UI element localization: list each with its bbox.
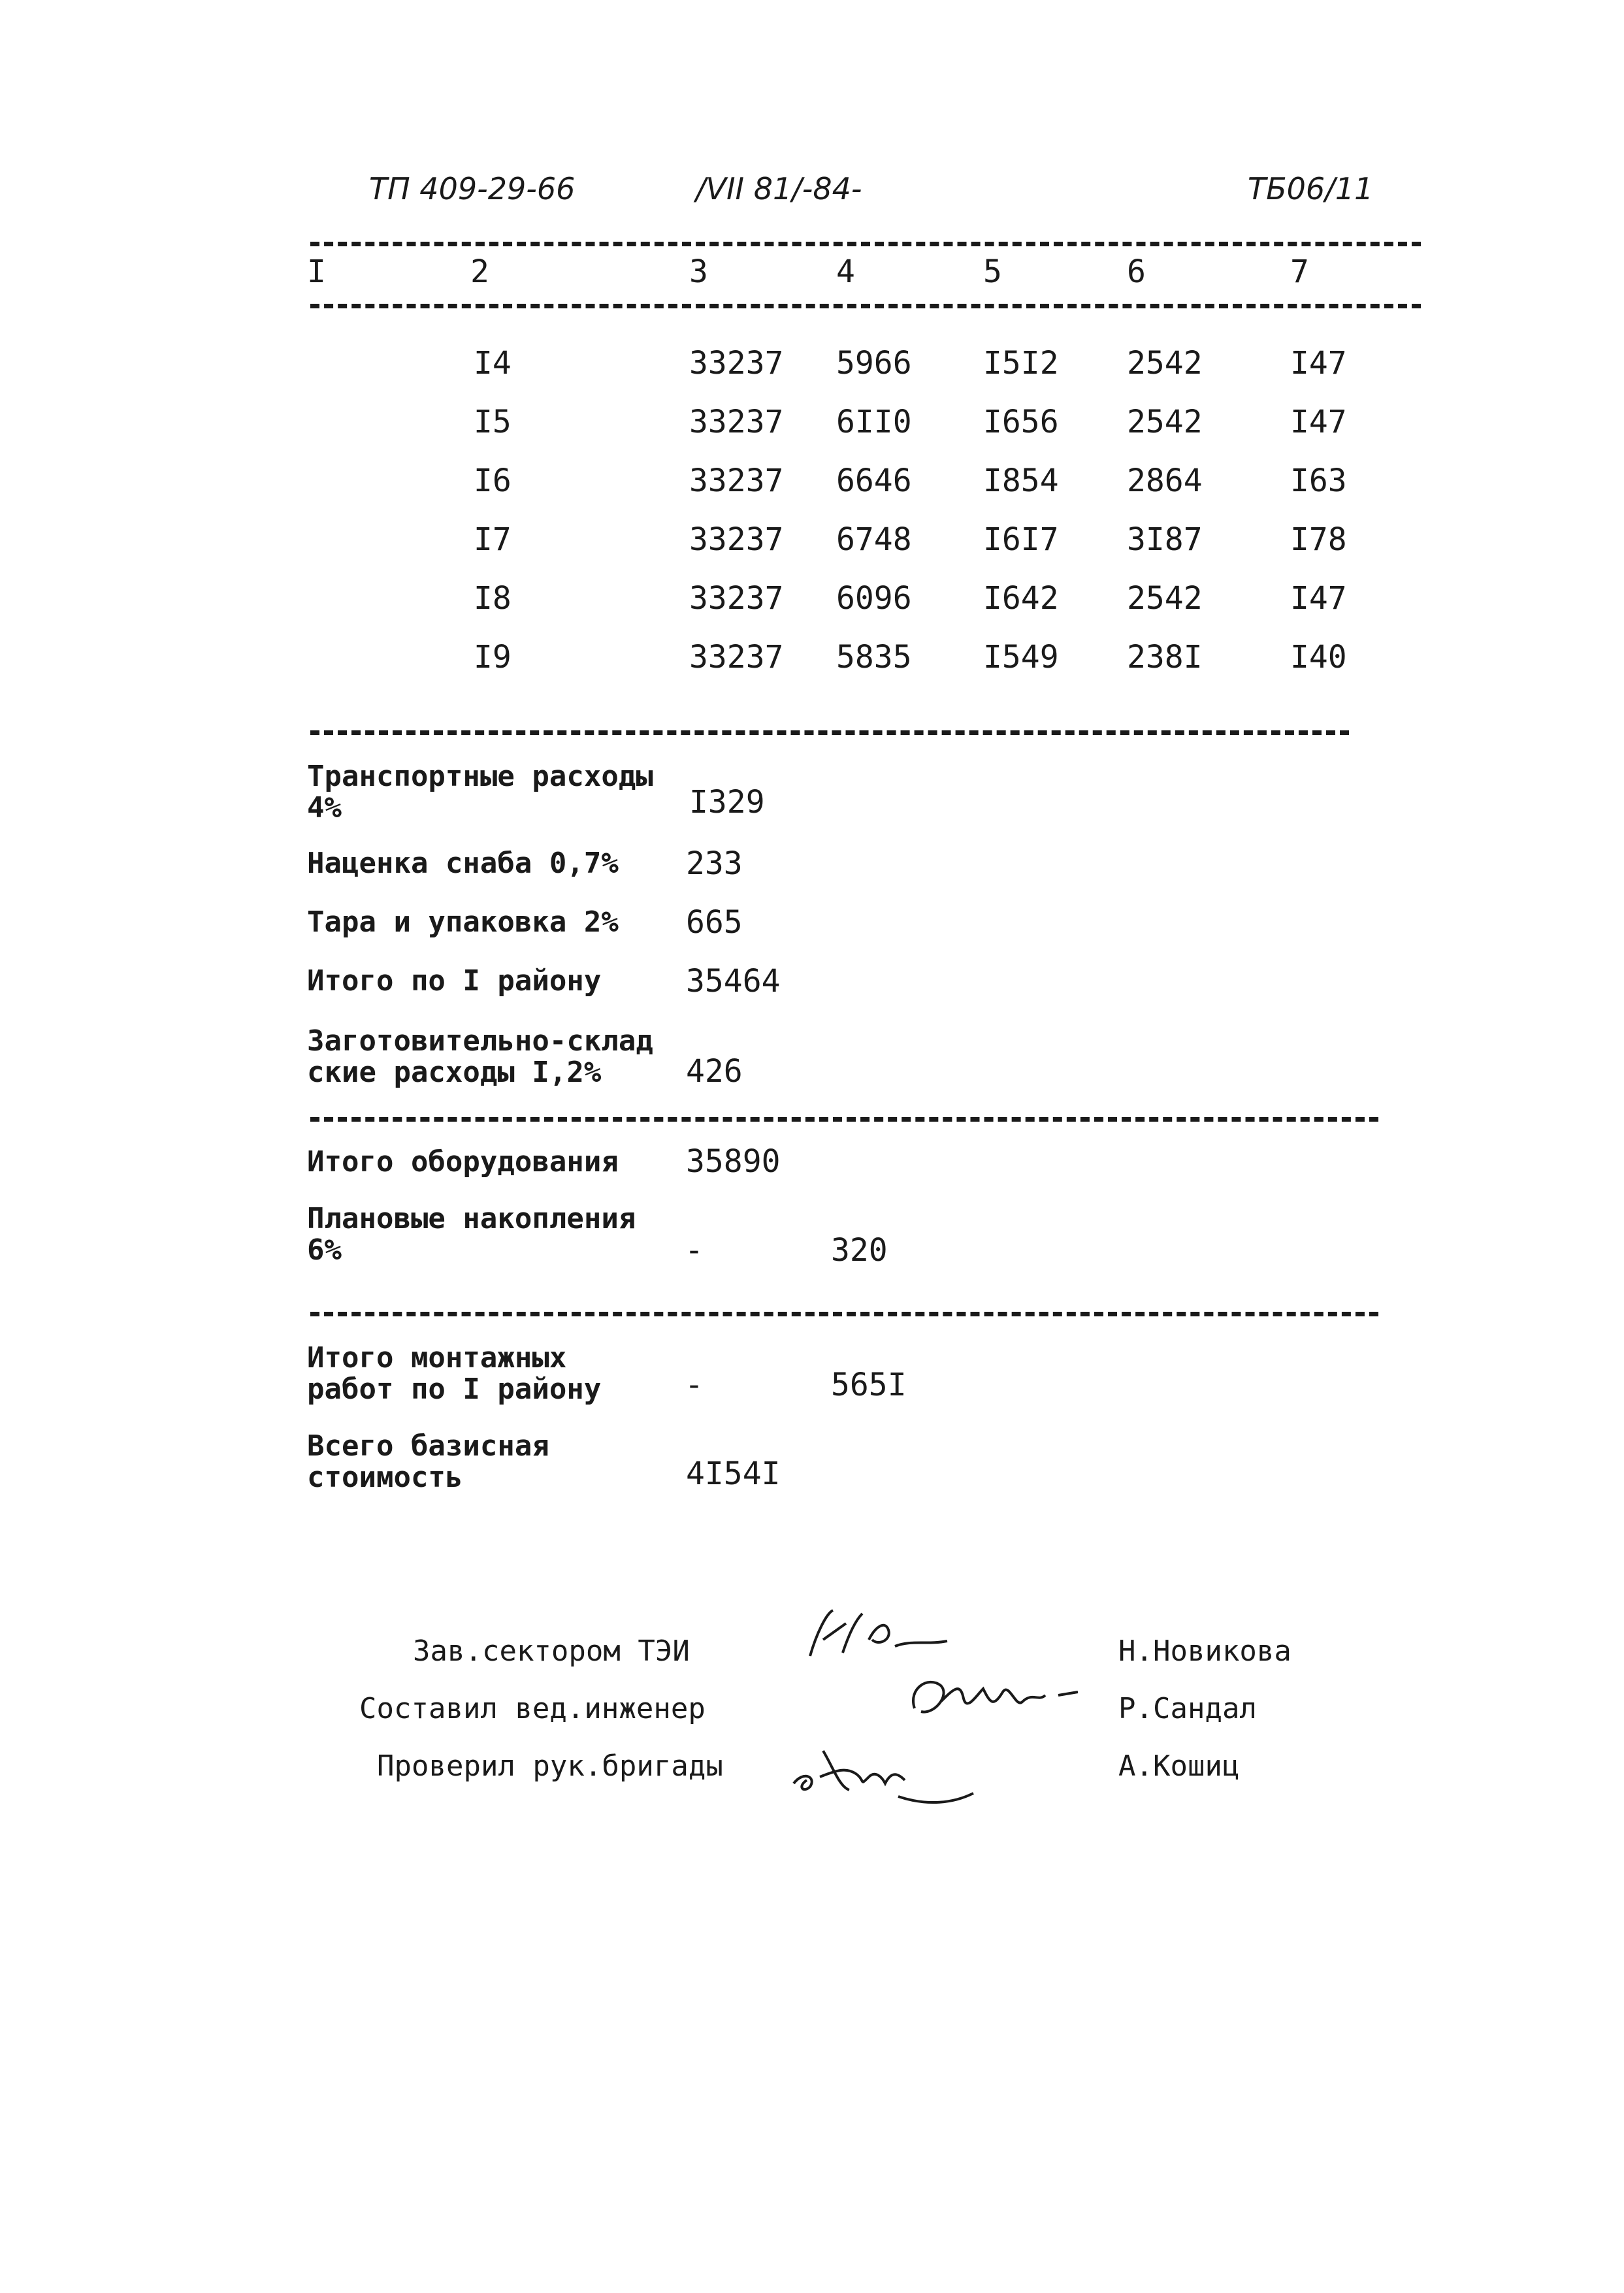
table-cell: 2864 (1127, 463, 1203, 499)
table-cell: I78 (1290, 521, 1347, 558)
planned-savings-value: 320 (831, 1232, 888, 1269)
installation-total-dash: - (685, 1367, 704, 1403)
column-header-4: 4 (836, 253, 855, 290)
base-cost-label: Всего базисная стоимость (307, 1429, 549, 1494)
table-cell: 5835 (836, 639, 912, 675)
transport-label: Транспортные расходы 4% (307, 760, 653, 824)
document-code: ТП 409-29-66 (369, 171, 576, 206)
equipment-total-value: 35890 (686, 1143, 781, 1180)
issue-number: /VII 81/-84- (696, 171, 862, 206)
column-header-7: 7 (1290, 253, 1309, 290)
signature-novikova (797, 1594, 993, 1666)
equipment-total-label: Итого оборудования (307, 1145, 619, 1179)
signature-sandal (895, 1663, 1104, 1734)
table-cell: 5966 (836, 345, 912, 382)
column-header-5: 5 (983, 253, 1002, 290)
table-cell: 33237 (689, 580, 784, 617)
signer-role: Проверил рук.бригады (377, 1749, 723, 1783)
planned-savings-label: Плановые накопления 6% (307, 1202, 636, 1267)
procurement-value: 426 (686, 1053, 743, 1090)
table-cell: 2542 (1127, 345, 1203, 382)
table-cell: I6 (474, 463, 512, 499)
sheet-number: ТБ06/11 (1248, 171, 1374, 206)
district-total-value: 35464 (686, 963, 781, 1000)
table-cell: I7 (474, 521, 512, 558)
table-cell: I47 (1290, 345, 1347, 382)
signer-name: Р.Сандал (1118, 1692, 1257, 1725)
installation-rule (310, 1312, 1378, 1316)
table-cell: 33237 (689, 521, 784, 558)
table-cell: I4 (474, 345, 512, 382)
table-cell: 3I87 (1127, 521, 1203, 558)
table-cell: I40 (1290, 639, 1347, 675)
planned-savings-dash: - (685, 1232, 704, 1269)
table-cell: 33237 (689, 463, 784, 499)
table-header-rule (310, 304, 1421, 308)
table-cell: 2542 (1127, 404, 1203, 440)
table-cell: 6096 (836, 580, 912, 617)
equipment-rule (310, 1117, 1378, 1122)
table-cell: I8 (474, 580, 512, 617)
base-cost-value: 4I54I (686, 1455, 781, 1492)
markup-value: 233 (686, 845, 743, 882)
table-cell: I47 (1290, 404, 1347, 440)
table-cell: 33237 (689, 404, 784, 440)
table-top-rule (310, 242, 1421, 246)
table-cell: 33237 (689, 639, 784, 675)
table-cell: I854 (983, 463, 1059, 499)
installation-total-label: Итого монтажных работ по I району (307, 1341, 602, 1406)
markup-label: Наценка снаба 0,7% (307, 847, 619, 880)
packing-value: 665 (686, 904, 743, 941)
district-total-label: Итого по I району (307, 964, 602, 998)
packing-label: Тара и упаковка 2% (307, 905, 619, 939)
signer-name: Н.Новикова (1118, 1634, 1291, 1668)
table-cell: 6748 (836, 521, 912, 558)
table-bottom-rule (310, 730, 1349, 735)
transport-value: I329 (689, 784, 765, 821)
table-cell: 2542 (1127, 580, 1203, 617)
table-cell: 6II0 (836, 404, 912, 440)
table-cell: I6I7 (983, 521, 1059, 558)
table-cell: I656 (983, 404, 1059, 440)
table-cell: I549 (983, 639, 1059, 675)
table-cell: I5 (474, 404, 512, 440)
table-cell: I47 (1290, 580, 1347, 617)
table-cell: I642 (983, 580, 1059, 617)
signer-role: Зав.сектором ТЭИ (413, 1634, 690, 1668)
column-header-2: 2 (470, 253, 489, 290)
signer-role: Составил вед.инженер (359, 1692, 706, 1725)
column-header-3: 3 (689, 253, 708, 290)
procurement-label: Заготовительно-склад ские расходы I,2% (307, 1024, 653, 1089)
table-cell: I63 (1290, 463, 1347, 499)
table-cell: 33237 (689, 345, 784, 382)
table-cell: 238I (1127, 639, 1203, 675)
column-header-6: 6 (1127, 253, 1146, 290)
installation-total-value: 565I (831, 1367, 907, 1403)
signature-koshits (784, 1725, 993, 1810)
column-header-1: I (307, 253, 326, 290)
signer-name: А.Кошиц (1118, 1749, 1240, 1783)
table-cell: I9 (474, 639, 512, 675)
table-cell: I5I2 (983, 345, 1059, 382)
table-cell: 6646 (836, 463, 912, 499)
